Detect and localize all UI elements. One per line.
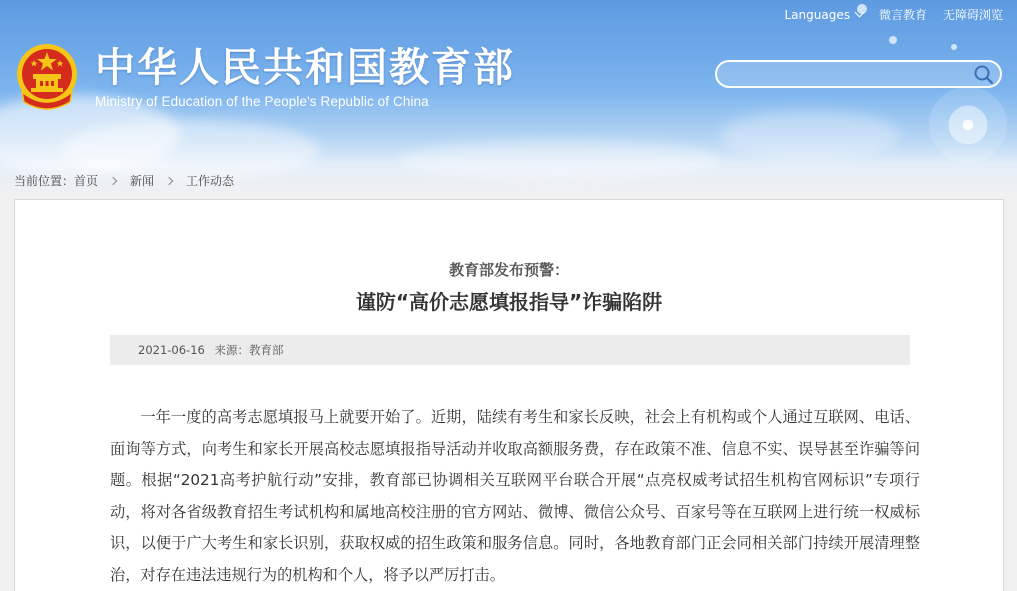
search-box [715,60,1002,88]
dandelion-seed [889,36,897,44]
article-date: 2021-06-16 [138,343,205,357]
weiyan-jiaoyu-link[interactable]: 微言教育 [878,8,927,22]
top-links [784,6,1003,23]
article-subtitle: 教育部发布预警： [448,261,569,279]
breadcrumb-work-news[interactable]: 工作动态 [186,174,235,188]
search-icon [972,63,996,85]
article-title: 谨防“高价志愿填报指导”诈骗陷阱 [355,290,663,314]
cloud-decoration [60,120,320,180]
search-input[interactable] [727,64,957,84]
breadcrumb-news[interactable]: 新闻 [130,174,155,188]
search-button[interactable] [972,63,996,85]
breadcrumb [14,172,234,189]
languages-label: Languages [784,7,850,22]
site-title-en: Ministry of Education of the People's Republic of China [95,94,429,109]
article-meta [110,335,910,365]
cloud-decoration [400,140,720,180]
chevron-right-icon [109,176,117,184]
national-emblem-icon[interactable] [14,42,80,110]
accessibility-link[interactable]: 无障碍浏览 [942,8,1003,22]
article-paragraph: 一年一度的高考志愿填报马上就要开始了。近期，陆续有考生和家长反映，社会上有机构或个人通过互联网、电话、面询等方式，向考生和家长开展高校志愿填报指导活动并收取高额服务费，存在政策不准、信息不实、误导甚至诈骗等问题。根据“2021高考护航行动”安排，教育部已协调相关互联网平台联合开展“点亮权威考试招生机构官网标识”专项行动，将对各省级教育招生考试机构和属地高校注册的官方网站、微博、微信公众号、百家号等在互联网上进行统一权威标识，以便于广大考生和家长识别，获取权威的招生政策和服务信息。同时，各地教育部门正会同相关部门持续开展清理整治，对存在违法违规行为的机构和个人，将予以严厉打击。 [110,408,920,584]
dandelion-decoration [923,80,1013,170]
breadcrumb-prefix: 当前位置： [14,174,75,188]
site-title-cn: 中华人民共和国教育部 [95,45,515,91]
chevron-down-icon [855,8,865,18]
breadcrumb-home[interactable]: 首页 [74,174,99,188]
chevron-right-icon [165,176,173,184]
site-brand[interactable] [95,44,515,111]
article-source: 来源：教育部 [214,343,284,357]
languages-link[interactable] [784,8,862,22]
article-card [14,199,1004,591]
dandelion-seed [951,44,957,50]
cloud-decoration [720,110,900,160]
